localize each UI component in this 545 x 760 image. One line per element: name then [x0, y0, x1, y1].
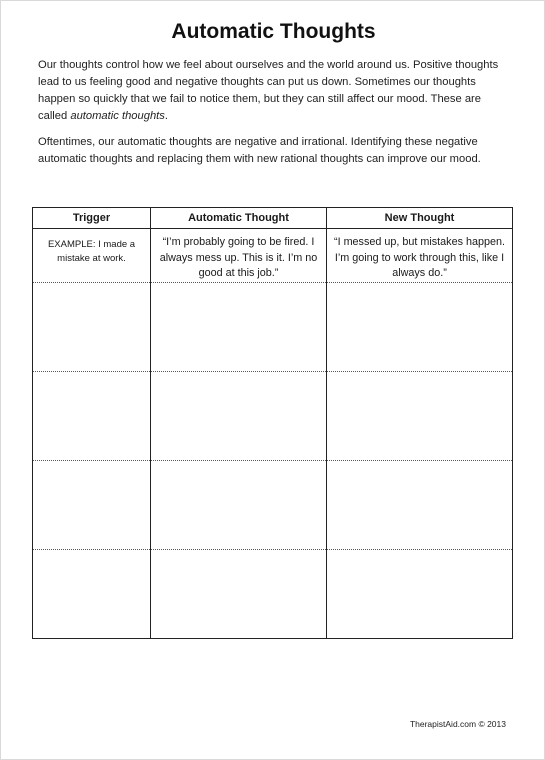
new-thought-input-cell-1[interactable]	[327, 282, 513, 371]
example-trigger: EXAMPLE: I made a mistake at work.	[47, 239, 136, 264]
blank-row-3	[33, 460, 513, 549]
example-row	[33, 229, 513, 283]
new-thought-input-cell-3[interactable]	[327, 460, 513, 549]
automatic-thought-input-cell-3[interactable]	[151, 460, 327, 549]
intro-paragraph-1	[38, 57, 508, 125]
intro-paragraph-2: Oftentimes, our automatic thoughts are negative and irrational. Identifying these negative automatic thoughts and replacing them with new rational thoughts can improve our mood.	[38, 136, 481, 165]
trigger-input-cell-3[interactable]	[33, 460, 151, 549]
new-thought-input-cell-4[interactable]	[327, 549, 513, 638]
example-trigger-cell	[33, 229, 151, 283]
footer-credit: TherapistAid.com © 2013	[409, 719, 506, 729]
intro-emphasis: automatic thoughts	[70, 110, 165, 122]
table-header-row	[33, 208, 513, 229]
example-new-thought: “I messed up, but mistakes happen. I’m going to work through this, like I always do.”	[333, 236, 506, 279]
automatic-thought-input-cell-4[interactable]	[151, 549, 327, 638]
thoughts-table	[32, 207, 513, 639]
header-new-thought: New Thought	[327, 208, 513, 229]
blank-row-4	[33, 549, 513, 638]
header-automatic-thought: Automatic Thought	[151, 208, 327, 229]
page-title: Automatic Thoughts	[171, 20, 376, 43]
example-automatic-thought: “I’m probably going to be fired. I always mess up. This is it. I’m no good at this job.”	[159, 236, 318, 279]
example-new-thought-cell	[327, 229, 513, 283]
blank-row-2	[33, 371, 513, 460]
example-automatic-thought-cell	[151, 229, 327, 283]
trigger-input-cell-1[interactable]	[33, 282, 151, 371]
intro-paragraph-1-end: .	[164, 110, 168, 122]
trigger-input-cell-4[interactable]	[33, 549, 151, 638]
new-thought-input-cell-2[interactable]	[327, 371, 513, 460]
automatic-thought-input-cell-1[interactable]	[151, 282, 327, 371]
intro-paragraph-1-text: Our thoughts control how we feel about ourselves and the world around us. Positive thoughts lead to us feeling good and negative thoughts can put us down. Sometimes our thoughts happen so quickly that we fail to notice them, but they can still affect our mood. These are called	[38, 59, 499, 122]
trigger-input-cell-2[interactable]	[33, 371, 151, 460]
automatic-thought-input-cell-2[interactable]	[151, 371, 327, 460]
header-trigger: Trigger	[33, 208, 151, 229]
intro-text	[38, 57, 508, 177]
blank-row-1	[33, 282, 513, 371]
